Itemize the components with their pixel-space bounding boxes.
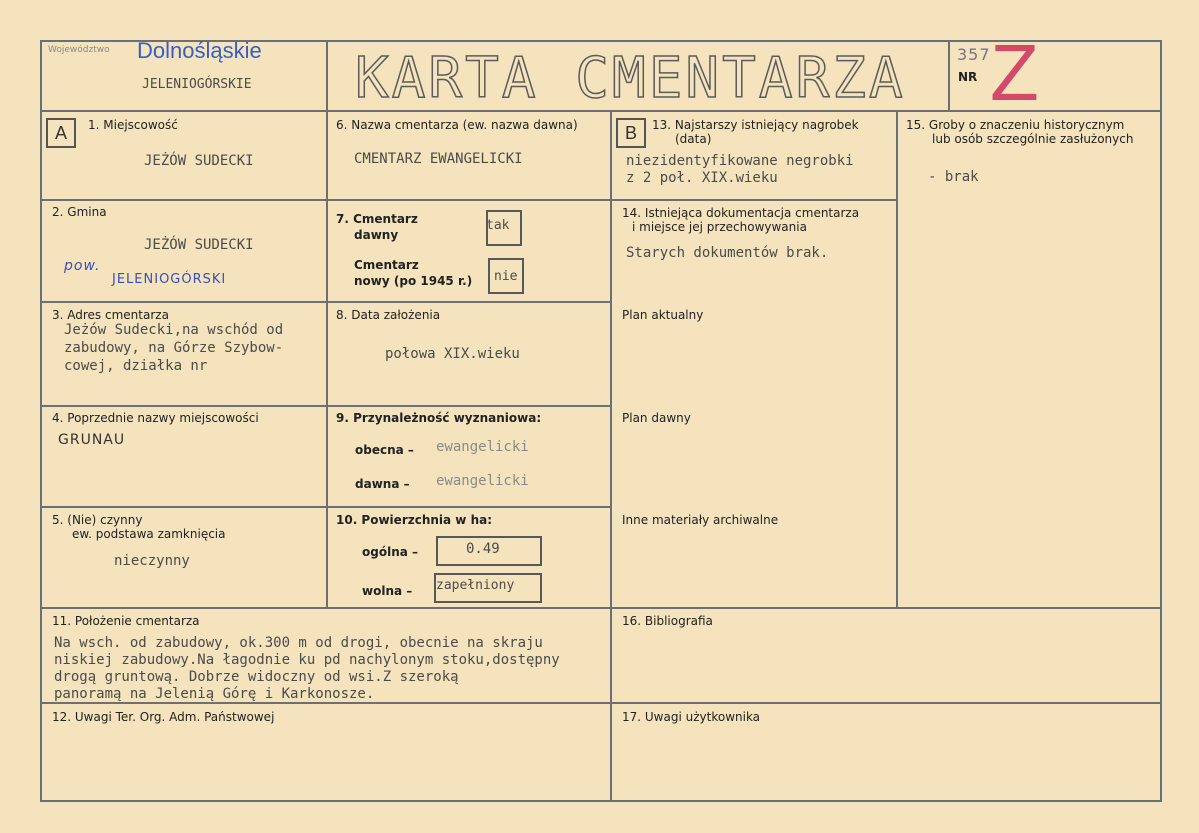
grid-line [40, 506, 610, 508]
field-9-now-value: ewangelicki [436, 439, 529, 455]
field-2-value: JEŻÓW SUDECKI [144, 237, 254, 253]
section-a-marker: A [46, 118, 76, 148]
field-16-label: 16. Bibliografia [622, 614, 713, 628]
field-9-label: 9. Przynależność wyznaniowa: [336, 411, 542, 425]
grid-line [40, 405, 610, 407]
field-10-free-label: wolna – [362, 584, 413, 598]
field-10-label: 10. Powierzchnia w ha: [336, 513, 493, 527]
field-13-label-1: 13. Najstarszy istniejący nagrobek [652, 118, 859, 132]
field-2-hand-prefix: pow. [64, 258, 101, 274]
field-14-label-1: 14. Istniejąca dokumentacja cmentarza [622, 206, 860, 220]
field-17-label: 17. Uwagi użytkownika [622, 710, 761, 724]
field-12-label: 12. Uwagi Ter. Org. Adm. Państwowej [52, 710, 275, 724]
field-11-line-1: Na wsch. od zabudowy, ok.300 m od drogi, obecnie na skraju [54, 635, 543, 651]
field-6-label: 6. Nazwa cmentarza (ew. nazwa dawna) [336, 118, 578, 132]
field-11-line-4: panoramą na Jelenią Górę i Karkonosze. [54, 686, 375, 702]
field-15-label-2: lub osób szczególnie zasłużonych [932, 132, 1134, 146]
field-9-old-label: dawna – [355, 477, 410, 491]
field-15-value: - brak [928, 169, 979, 185]
grid-line [948, 40, 950, 110]
field-9-now-label: obecna – [355, 443, 414, 457]
nr-letter: Z [990, 28, 1040, 117]
old-voivodeship: JELENIOGÓRSKIE [142, 77, 252, 92]
field-14-label-2: i miejsce jej przechowywania [632, 220, 807, 234]
field-3-line-2: zabudowy, na Górze Szybow- [64, 340, 284, 356]
page-title: KARTA CMENTARZA [355, 46, 906, 111]
field-7-label-2a: Cmentarz [354, 258, 419, 272]
field-2-label: 2. Gmina [52, 205, 107, 219]
field-3-label: 3. Adres cmentarza [52, 308, 169, 322]
field-9-old-value: ewangelicki [436, 473, 529, 489]
field-7-label-2b: nowy (po 1945 r.) [354, 274, 473, 288]
grid-line [612, 199, 896, 201]
field-10-total-label: ogólna – [362, 545, 419, 559]
field-13-label-2: (data) [675, 132, 712, 146]
field-7-label-1b: dawny [354, 228, 399, 242]
archives-label: Inne materiały archiwalne [622, 513, 779, 527]
field-1-label: 1. Miejscowość [88, 118, 178, 132]
field-3-line-1: Jeżów Sudecki,na wschód od [64, 322, 284, 338]
field-7-value-1: tak [486, 218, 510, 233]
field-6-value: CMENTARZ EWANGELICKI [354, 151, 523, 167]
field-13-line-2: z 2 poł. XIX.wieku [626, 170, 778, 186]
field-11-line-3: drogą gruntową. Dobrze widoczny od wsi.Z szeroką [54, 669, 459, 685]
field-11-line-2: niskiej zabudowy.Na łagodnie ku pd nachylonym stoku,dostępny [54, 652, 560, 668]
field-5-label-1: 5. (Nie) czynny [52, 513, 143, 527]
field-10-free-value: zapełniony [436, 578, 515, 593]
voivodeship-label: Województwo [48, 45, 110, 55]
field-15-label-1: 15. Groby o znaczeniu historycznym [906, 118, 1125, 132]
field-1-value: JEŻÓW SUDECKI [144, 153, 254, 169]
field-2-hand-value: JELENIOGÓRSKI [112, 272, 227, 287]
field-7-label-1a: 7. Cmentarz [336, 212, 418, 226]
plan-old-label: Plan dawny [622, 411, 691, 425]
grid-line [326, 40, 328, 608]
grid-line [40, 607, 1162, 609]
field-8-value: połowa XIX.wieku [385, 346, 520, 362]
voivodeship-stamp: Dolnośląskie [137, 38, 262, 63]
plan-current-label: Plan aktualny [622, 308, 704, 322]
grid-line [40, 301, 610, 303]
field-7-value-2: nie [494, 269, 518, 284]
nr-label: NR [958, 70, 978, 84]
field-3-line-3: cowej, działka nr [64, 358, 208, 374]
field-11-label: 11. Położenie cmentarza [52, 614, 200, 628]
grid-line [40, 199, 610, 201]
field-14-value: Starych dokumentów brak. [626, 245, 829, 261]
section-b-marker: B [616, 118, 646, 148]
field-13-line-1: niezidentyfikowane negrobki [626, 153, 854, 169]
nr-number: 357 [957, 45, 991, 64]
field-8-label: 8. Data założenia [336, 308, 441, 322]
grid-line [40, 800, 1162, 802]
grid-line [40, 40, 42, 802]
field-5-value: nieczynny [114, 553, 190, 569]
field-10-total-value: 0.49 [466, 541, 500, 557]
field-4-hand-value: GRUNAU [58, 432, 126, 448]
field-5-label-2: ew. podstawa zamknięcia [72, 527, 226, 541]
field-4-label: 4. Poprzednie nazwy miejscowości [52, 411, 259, 425]
grid-line [896, 110, 898, 608]
grid-line [610, 110, 612, 802]
grid-line [1160, 40, 1162, 802]
